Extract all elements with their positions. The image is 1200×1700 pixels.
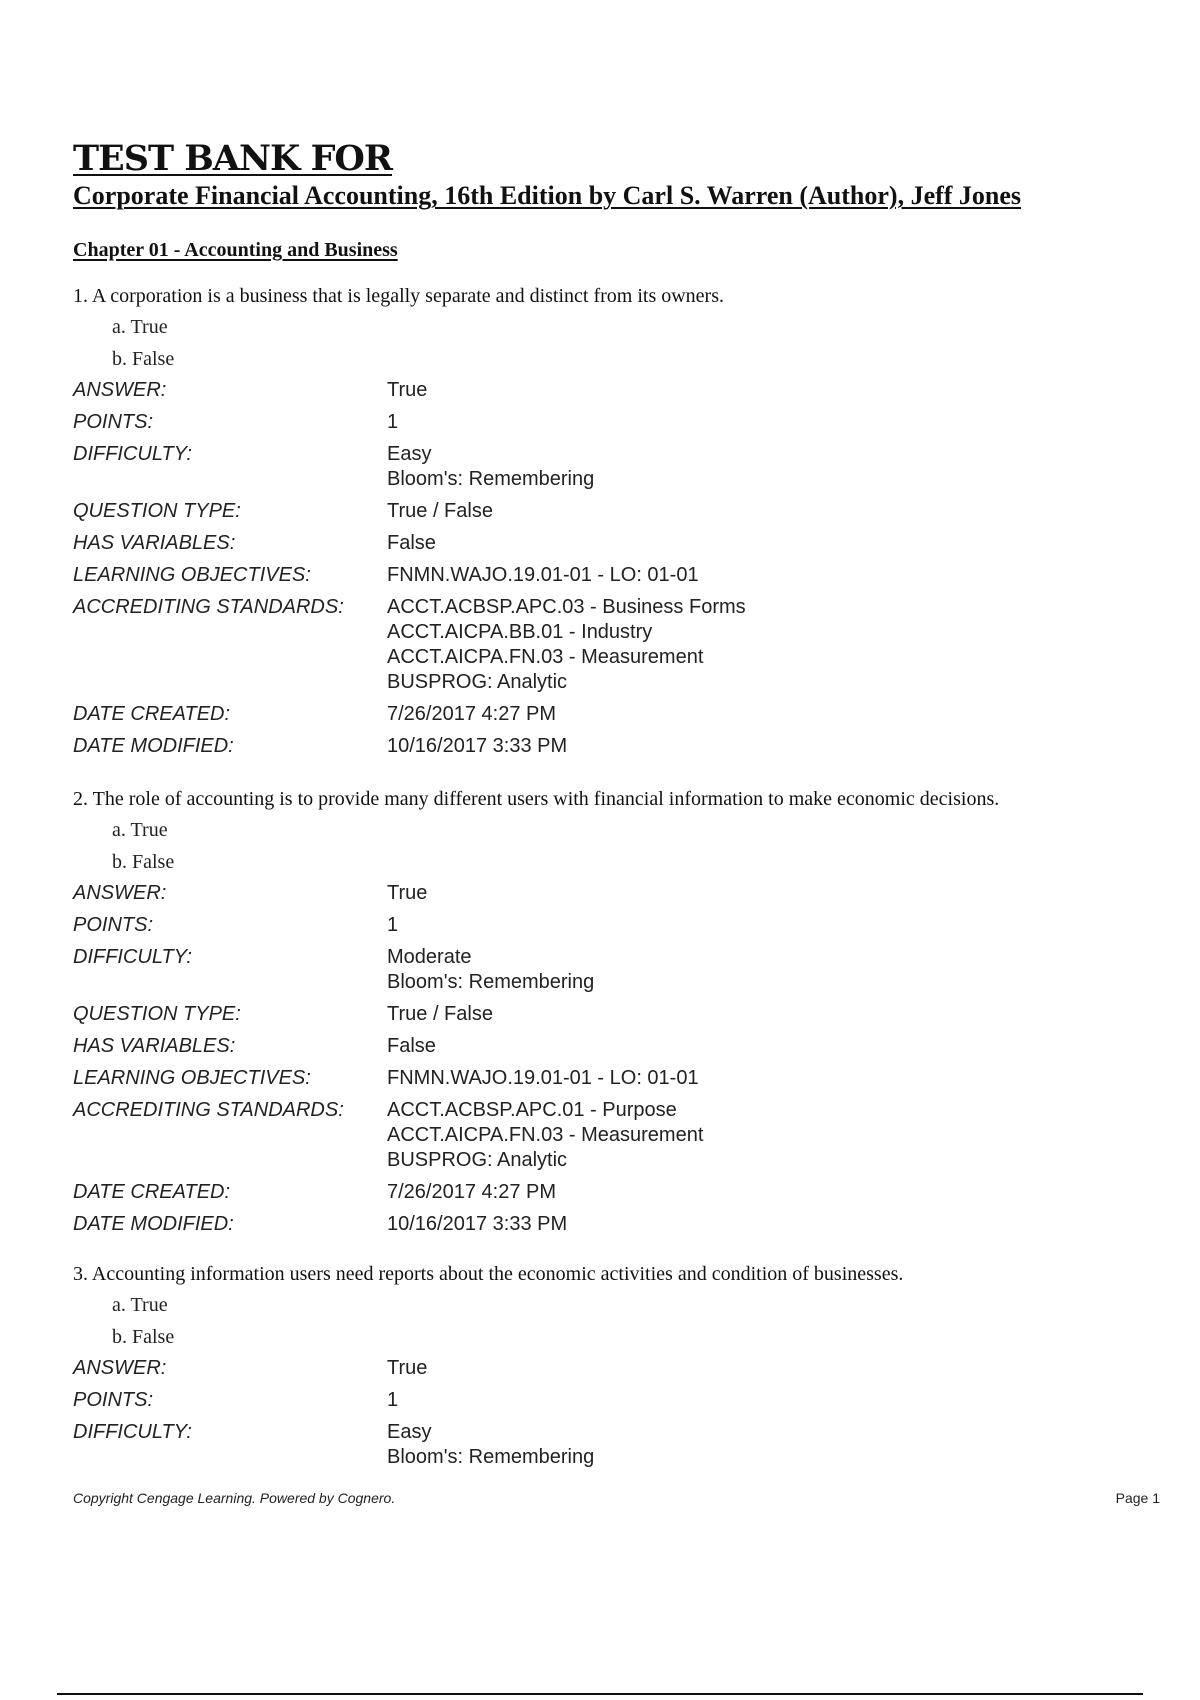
choice-false: b. False <box>112 1326 175 1348</box>
chapter-heading: Chapter 01 - Accounting and Business <box>73 239 398 261</box>
meta-learning-objectives <box>73 1063 1153 1095</box>
meta-key: LEARNING OBJECTIVES: <box>73 1067 311 1089</box>
meta-value: 1 <box>387 914 399 936</box>
meta-value: True <box>387 1357 428 1379</box>
question-metadata <box>73 1353 1153 1474</box>
meta-value: 10/16/2017 3:33 PM <box>387 1213 568 1235</box>
meta-value: 10/16/2017 3:33 PM <box>387 735 568 757</box>
meta-key: ACCREDITING STANDARDS: <box>73 1099 344 1121</box>
meta-value: True / False <box>387 1003 493 1025</box>
meta-date-modified <box>73 1209 1153 1241</box>
meta-value: ACCT.ACBSP.APC.01 - Purpose <box>387 1099 677 1121</box>
meta-points <box>73 910 1153 942</box>
meta-value: Bloom's: Remembering <box>387 1446 595 1468</box>
meta-value: FNMN.WAJO.19.01-01 - LO: 01-01 <box>387 564 699 586</box>
meta-value: ACCT.AICPA.FN.03 - Measurement <box>387 1124 704 1146</box>
meta-difficulty <box>73 942 1153 999</box>
footer-copyright: Copyright Cengage Learning. Powered by Cognero. <box>73 1490 396 1506</box>
question-3 <box>73 1259 1153 1474</box>
meta-key: DIFFICULTY: <box>73 443 192 465</box>
meta-difficulty <box>73 439 1153 496</box>
meta-value: Moderate <box>387 946 472 968</box>
meta-value: ACCT.AICPA.BB.01 - Industry <box>387 621 653 643</box>
meta-has-variables <box>73 1031 1153 1063</box>
document-subtitle: Corporate Financial Accounting, 16th Edition by Carl S. Warren (Author), Jeff Jones <box>73 181 1022 210</box>
document-title: TEST BANK FOR <box>73 138 392 179</box>
meta-value: False <box>387 1035 436 1057</box>
meta-key: POINTS: <box>73 914 154 936</box>
choice-true: a. True <box>112 316 168 338</box>
meta-accrediting-standards <box>73 1095 1153 1177</box>
meta-key: DATE CREATED: <box>73 703 231 725</box>
meta-answer <box>73 375 1153 407</box>
choice-list <box>112 814 1153 878</box>
meta-key: DIFFICULTY: <box>73 946 192 968</box>
meta-question-type <box>73 999 1153 1031</box>
meta-value: Easy <box>387 443 432 465</box>
choice-true: a. True <box>112 819 168 841</box>
question-stem: 2. The role of accounting is to provide many different users with financial information to make economic decisions. <box>73 788 1000 810</box>
meta-value: True <box>387 882 428 904</box>
meta-value: ACCT.ACBSP.APC.03 - Business Forms <box>387 596 746 618</box>
meta-value: False <box>387 532 436 554</box>
meta-learning-objectives <box>73 560 1153 592</box>
question-1 <box>73 281 1153 763</box>
meta-value: ACCT.AICPA.FN.03 - Measurement <box>387 646 704 668</box>
meta-key: DATE MODIFIED: <box>73 1213 234 1235</box>
meta-key: POINTS: <box>73 1389 154 1411</box>
meta-points <box>73 1385 1153 1417</box>
meta-key: POINTS: <box>73 411 154 433</box>
choice-false: b. False <box>112 851 175 873</box>
meta-key: ACCREDITING STANDARDS: <box>73 596 344 618</box>
choice-false: b. False <box>112 348 175 370</box>
meta-points <box>73 407 1153 439</box>
meta-accrediting-standards <box>73 592 1153 699</box>
choice-list <box>112 311 1153 375</box>
meta-key: LEARNING OBJECTIVES: <box>73 564 311 586</box>
meta-date-created <box>73 1177 1153 1209</box>
meta-key: ANSWER: <box>73 379 167 401</box>
meta-key: DIFFICULTY: <box>73 1421 192 1443</box>
choice-true: a. True <box>112 1294 168 1316</box>
meta-value: 1 <box>387 411 399 433</box>
meta-value: Bloom's: Remembering <box>387 468 595 490</box>
question-stem: 1. A corporation is a business that is legally separate and distinct from its owners. <box>73 285 724 307</box>
meta-value: 1 <box>387 1389 399 1411</box>
meta-value: True / False <box>387 500 493 522</box>
bottom-divider <box>57 1693 1143 1695</box>
meta-key: DATE CREATED: <box>73 1181 231 1203</box>
meta-key: HAS VARIABLES: <box>73 532 236 554</box>
question-metadata <box>73 878 1153 1241</box>
page-number: Page 1 <box>1115 1490 1160 1506</box>
meta-key: ANSWER: <box>73 882 167 904</box>
meta-key: QUESTION TYPE: <box>73 1003 241 1025</box>
meta-value: FNMN.WAJO.19.01-01 - LO: 01-01 <box>387 1067 699 1089</box>
meta-value: Bloom's: Remembering <box>387 971 595 993</box>
meta-answer <box>73 878 1153 910</box>
meta-value: 7/26/2017 4:27 PM <box>387 1181 557 1203</box>
meta-value: Easy <box>387 1421 432 1443</box>
meta-value: 7/26/2017 4:27 PM <box>387 703 557 725</box>
question-2 <box>73 784 1153 1241</box>
meta-key: DATE MODIFIED: <box>73 735 234 757</box>
meta-value: BUSPROG: Analytic <box>387 1149 568 1171</box>
meta-date-created <box>73 699 1153 731</box>
meta-key: QUESTION TYPE: <box>73 500 241 522</box>
meta-value: True <box>387 379 428 401</box>
question-stem: 3. Accounting information users need reports about the economic activities and condition of businesses. <box>73 1263 904 1285</box>
question-metadata <box>73 375 1153 763</box>
meta-difficulty <box>73 1417 1153 1474</box>
meta-value: BUSPROG: Analytic <box>387 671 568 693</box>
meta-answer <box>73 1353 1153 1385</box>
meta-date-modified <box>73 731 1153 763</box>
meta-key: HAS VARIABLES: <box>73 1035 236 1057</box>
meta-question-type <box>73 496 1153 528</box>
choice-list <box>112 1289 1153 1353</box>
meta-has-variables <box>73 528 1153 560</box>
meta-key: ANSWER: <box>73 1357 167 1379</box>
